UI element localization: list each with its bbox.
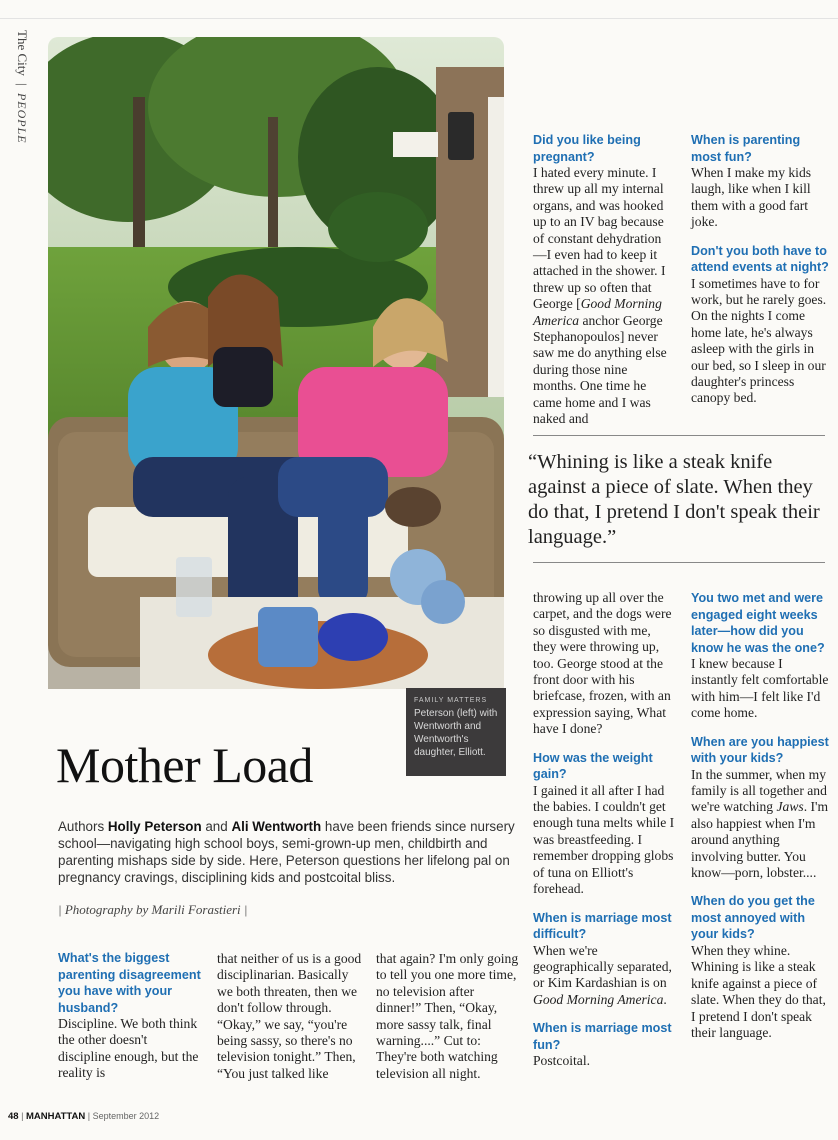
question: What's the biggest parenting disagreement you have with your husband? [58, 951, 201, 1015]
spacer [533, 898, 675, 910]
photo-caption [406, 688, 506, 776]
question: When do you get the most annoyed with your kids? [691, 894, 815, 942]
answer: When I make my kids laugh, like when I kill them with a good fart joke. [691, 165, 812, 230]
answer: Postcoital. [533, 1053, 591, 1069]
intro-name1: Holly Peterson [107, 819, 202, 834]
spacer [691, 231, 829, 243]
answer-italic: Good Morning America [533, 296, 662, 328]
intro-part3: have been friends since nursery school—navigating high school boys, semi-grown-up men, childbirth and parenting mishaps side by side. Here, Peterson questions her lifelong pal on pregnancy cravings, disciplining kids and postcoital bliss. [58, 819, 515, 885]
question: When is marriage most difficult? [533, 910, 672, 941]
question: Did you like being pregnant? [533, 133, 641, 164]
answer: Discipline. We both think the other doesn't discipline enough, but the reality is [58, 1016, 199, 1081]
footer-sep: | [87, 1111, 91, 1121]
answer: I knew because I instantly felt comfortable with him—I felt like I'd come home. [691, 656, 829, 721]
footer-sep: | [21, 1111, 24, 1121]
column-5-bottom [691, 590, 829, 1041]
article-intro [58, 818, 520, 886]
page-top-rule [0, 18, 838, 19]
section-name: The City [15, 30, 30, 76]
column-4-bottom [533, 590, 675, 1070]
caption-kicker: FAMILY MATTERS [414, 697, 488, 704]
question: When is parenting most fun? [691, 133, 801, 164]
page-number: 48 [8, 1111, 19, 1122]
spacer [691, 722, 829, 734]
pull-quote-bottom-rule [533, 562, 825, 563]
answer-post: . I'm also happiest when I'm around anything involving butter. You know—porn, lobster.... [691, 799, 829, 881]
question: You two met and were engaged eight weeks later—how did you know he was the one? [691, 591, 825, 655]
question: When are you happiest with your kids? [691, 734, 829, 766]
question: Don't you both have to attend events at night? [691, 243, 829, 275]
column-5-top [691, 132, 829, 407]
question: How was the weight gain? [533, 750, 653, 782]
answer: that neither of us is a good disciplinarian. Basically we both threaten, then we don't follow through. “Okay,” we say, “you're being sassy, so there's no television tonight.” Then, “You just talked like [217, 951, 362, 1081]
intro-part1: Authors [58, 819, 108, 834]
section-label [8, 30, 30, 150]
pull-quote: “Whining is like a steak knife against a piece of slate. When they do that, I pretend I don't speak their language.” [528, 451, 820, 548]
answer-pre: In the summer, when my family is all together and we're watching [691, 766, 827, 815]
answer: that again? I'm only going to tell you one more time, no television after dinner!” Then, “Okay, more sassy talk, final warning....” Cut to: They're both watching television all night. [376, 951, 519, 1081]
feature-photo [48, 37, 504, 689]
spacer [533, 738, 675, 750]
intro-name2: Ali Wentworth [231, 819, 322, 834]
answer: throwing up all over the carpet, and the dogs were so disgusted with me, they were throwing up, too. George stood at the front door with his briefcase, frozen, with an expression saying, What have I done? [533, 590, 672, 737]
spacer [691, 881, 829, 893]
caption-text: Peterson (left) with Wentworth and Wentworth's daughter, Elliott. [414, 708, 498, 758]
column-3 [376, 951, 519, 1082]
answer: I gained it all after I had the babies. I couldn't get enough tuna melts while I was breastfeeding. I remember dropping globs of tuna on Elliott's forehead. [533, 782, 675, 897]
spacer [533, 1008, 675, 1020]
answer-pre: I hated every minute. I threw up all my internal organs, and was hooked up to an IV bag because of constant dehydration—I even had to keep it attached in the shower. I threw up so often that George [ [533, 165, 666, 312]
pull-quote-top-rule [533, 435, 825, 436]
answer-italic: Jaws [776, 799, 804, 815]
section-sub: PEOPLE [15, 92, 29, 144]
article-headline: Mother Load [56, 737, 313, 793]
column-1 [58, 950, 201, 1082]
magazine-name: MANHATTAN [25, 1111, 86, 1122]
intro-part2: and [201, 819, 232, 834]
issue-date: September 2012 [92, 1111, 160, 1121]
answer-post: anchor George Stephanopoulos] never saw me do anything else during those nine months. One time he came home and I was naked and [533, 312, 667, 427]
column-4-top [533, 132, 671, 428]
answer-italic: Good Morning America [533, 991, 664, 1007]
answer-post: . [663, 991, 667, 1007]
answer: I sometimes have to for work, but he rarely goes. On the nights I come home late, he's always asleep with the girls in our bed, so I sleep in our daughter's princess canopy bed. [691, 275, 827, 406]
column-2 [217, 951, 362, 1082]
section-separator: | [15, 83, 30, 86]
answer-pre: When we're geographically separated, or Kim Kardashian is on [533, 942, 672, 991]
photo-credit: | Photography by Marili Forastieri | [58, 902, 248, 917]
answer: When they whine. Whining is like a steak knife against a piece of slate. When they do that, I pretend I don't speak their language. [691, 942, 826, 1040]
page-footer [8, 1111, 159, 1122]
question: When is marriage most fun? [533, 1021, 672, 1052]
photo-illustration [48, 37, 504, 689]
